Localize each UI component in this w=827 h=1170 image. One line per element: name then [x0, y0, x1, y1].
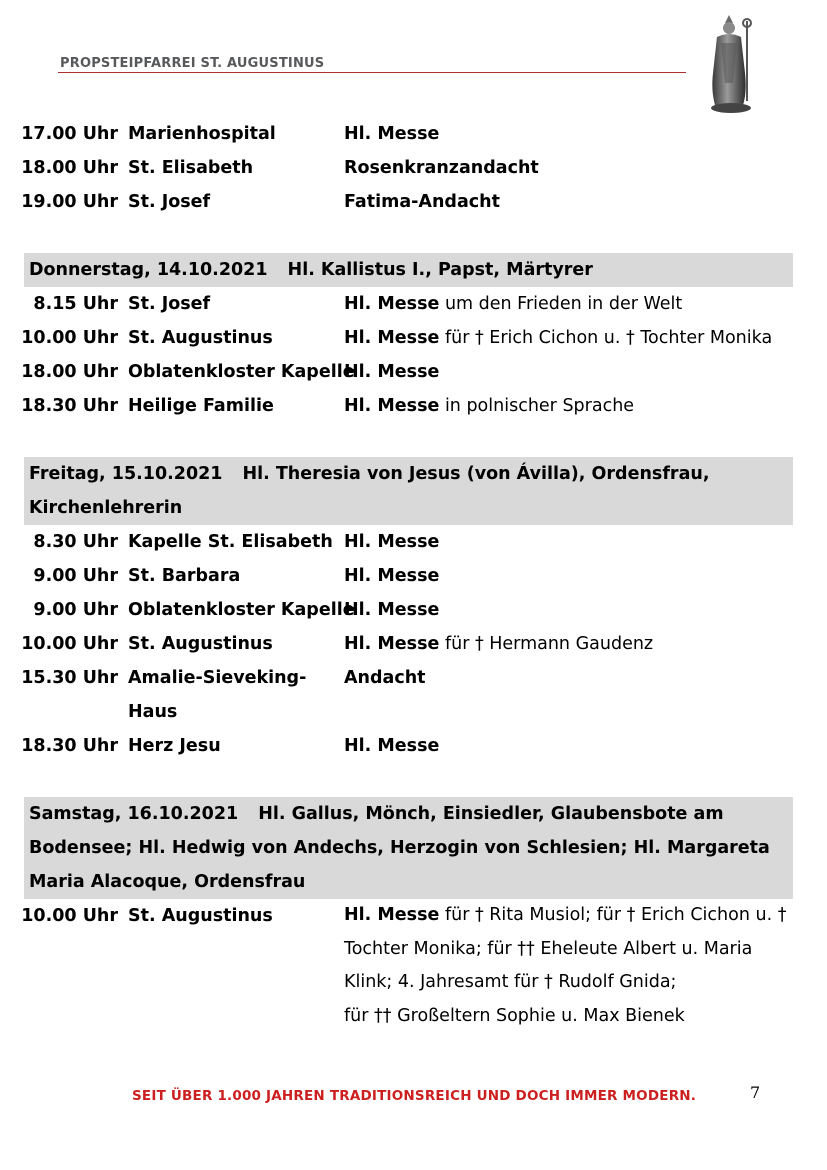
mass-location: St. Elisabeth: [128, 158, 254, 178]
day-date: Freitag, 15.10.2021: [29, 464, 223, 484]
header-divider: [58, 72, 686, 73]
day-header: [24, 253, 793, 287]
mass-time: 8.30 Uhr: [33, 532, 118, 552]
mass-location: St. Augustinus: [128, 634, 273, 654]
mass-description: Hl. Messe: [344, 362, 440, 382]
schedule-row: [0, 525, 827, 559]
schedule-row: [0, 151, 827, 185]
page-number: 7: [750, 1083, 761, 1102]
mass-location: Amalie-Sieveking-Haus: [128, 668, 307, 722]
day-header: [24, 457, 793, 525]
schedule-row: [0, 185, 827, 219]
schedule-row: [0, 593, 827, 627]
mass-location: Oblatenkloster Kapelle: [128, 600, 355, 620]
mass-description: Hl. Messe: [344, 736, 440, 756]
schedule-row: [0, 627, 827, 661]
mass-time: 18.00 Uhr: [21, 158, 118, 178]
mass-time: 9.00 Uhr: [33, 566, 118, 586]
day-saint: Hl. Kallistus I., Papst, Märtyrer: [287, 260, 593, 280]
schedule-row: [0, 321, 827, 355]
schedule-content: [0, 117, 827, 1035]
mass-time: 18.00 Uhr: [21, 362, 118, 382]
mass-time: 19.00 Uhr: [21, 192, 118, 212]
mass-description: Fatima-Andacht: [344, 192, 500, 212]
mass-location: Marienhospital: [128, 124, 276, 144]
mass-time: 9.00 Uhr: [33, 600, 118, 620]
mass-description: Hl. Messe um den Frieden in der Welt: [344, 294, 683, 314]
mass-time: 15.30 Uhr: [21, 668, 118, 688]
mass-time: 10.00 Uhr: [21, 634, 118, 654]
saint-augustinus-statue-icon: [703, 13, 759, 115]
mass-description: Hl. Messe: [344, 566, 440, 586]
mass-time: 18.30 Uhr: [21, 736, 118, 756]
mass-description: Hl. Messe für † Hermann Gaudenz: [344, 634, 654, 654]
mass-location: Kapelle St. Elisabeth: [128, 532, 333, 552]
mass-time: 18.30 Uhr: [21, 396, 118, 416]
mass-time: 10.00 Uhr: [21, 906, 118, 926]
mass-location: St. Augustinus: [128, 906, 273, 926]
mass-description: Andacht: [344, 668, 426, 688]
footer-slogan: SEIT ÜBER 1.000 JAHREN TRADITIONSREICH UND DOCH IMMER MODERN.: [132, 1088, 697, 1104]
mass-location: Herz Jesu: [128, 736, 221, 756]
mass-location: Oblatenkloster Kapelle: [128, 362, 355, 382]
schedule-row: [0, 729, 827, 763]
day-header: [24, 797, 793, 899]
schedule-row: [0, 355, 827, 389]
mass-time: 17.00 Uhr: [21, 124, 118, 144]
mass-description: Rosenkranzandacht: [344, 158, 539, 178]
mass-time: 10.00 Uhr: [21, 328, 118, 348]
day-saint: Hl. Gallus, Mönch, Einsiedler, Glaubensbote am Bodensee; Hl. Hedwig von Andechs, Herzogin von Schlesien; Hl. Margareta Maria Alacoque, Ordensfrau: [29, 804, 770, 892]
page-header-title: PROPSTEIPFARREI ST. AUGUSTINUS: [60, 56, 325, 71]
day-date: Samstag, 16.10.2021: [29, 804, 239, 824]
mass-location: St. Josef: [128, 294, 211, 314]
mass-description: Hl. Messe für † Erich Cichon u. † Tochter Monika: [344, 328, 773, 348]
schedule-row: [0, 661, 827, 729]
schedule-row: [0, 287, 827, 321]
schedule-row: [0, 117, 827, 151]
mass-location: St. Barbara: [128, 566, 241, 586]
schedule-row: [0, 899, 827, 1035]
mass-description: Hl. Messe in polnischer Sprache: [344, 396, 635, 416]
mass-description: Hl. Messe: [344, 532, 440, 552]
day-date: Donnerstag, 14.10.2021: [29, 260, 268, 280]
schedule-row: [0, 559, 827, 593]
schedule-row: [0, 389, 827, 423]
day-saint: Hl. Theresia von Jesus (von Ávilla), Ordensfrau, Kirchenlehrerin: [29, 464, 710, 518]
mass-description: Hl. Messe: [344, 600, 440, 620]
mass-location: St. Augustinus: [128, 328, 273, 348]
mass-description: Hl. Messe für † Rita Musiol; für † Erich Cichon u. † Tochter Monika; für †† Eheleute Albert u. Maria Klink; 4. Jahresamt für † Rudolf Gnida; für †† Großeltern Sophie u. Max Bienek: [344, 905, 787, 1026]
mass-description: Hl. Messe: [344, 124, 440, 144]
mass-location: St. Josef: [128, 192, 211, 212]
mass-time: 8.15 Uhr: [33, 294, 118, 314]
mass-location: Heilige Familie: [128, 396, 274, 416]
